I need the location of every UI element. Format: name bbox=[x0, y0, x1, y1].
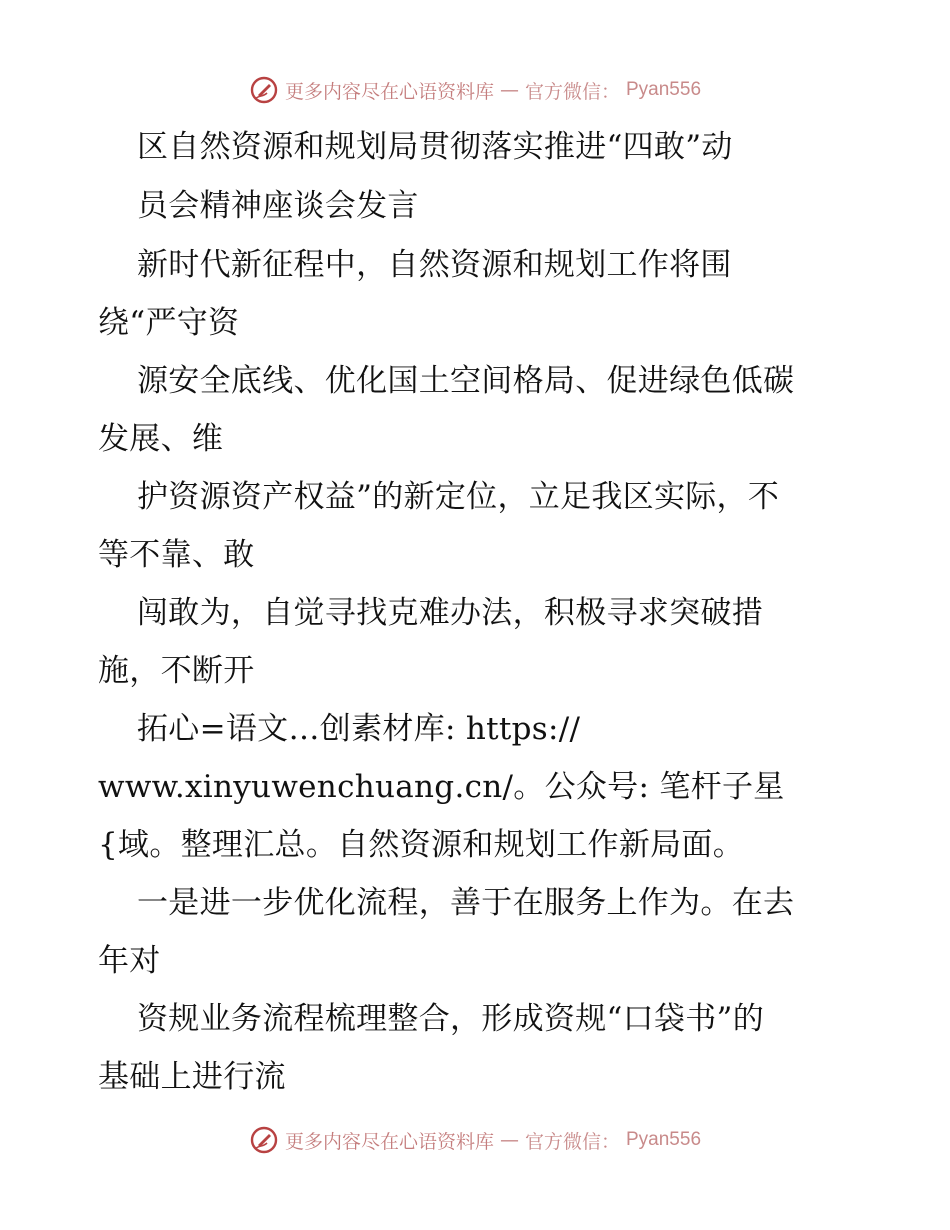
watermark-brand-text: 更多内容尽在心语资料库 bbox=[284, 1130, 494, 1153]
watermark-label: 官方微信： bbox=[524, 80, 620, 103]
body-line: 源安全底线、优化国土空间格局、促进绿色低碳 bbox=[137, 363, 795, 399]
body-line: 基础上进行流 bbox=[98, 1059, 286, 1095]
watermark-dash: — bbox=[499, 1129, 519, 1151]
body-line: 绕“严守资 bbox=[98, 305, 240, 341]
body-line: 新时代新征程中，自然资源和规划工作将围 bbox=[137, 247, 732, 283]
brand-logo-icon bbox=[249, 75, 279, 105]
document-title-line-2: 员会精神座谈会发言 bbox=[137, 188, 419, 224]
body-line: {域。整理汇总。自然资源和规划工作新局面。 bbox=[98, 827, 745, 863]
body-line: 闯敢为，自觉寻找克难办法，积极寻求突破措 bbox=[137, 595, 763, 631]
watermark-brand-text: 更多内容尽在心语资料库 bbox=[284, 80, 494, 103]
watermark-wechat-id: Pyan556 bbox=[626, 1129, 702, 1150]
document-title-line-1: 区自然资源和规划局贯彻落实推进“四敢”动 bbox=[137, 129, 733, 165]
body-line: 等不靠、敢 bbox=[98, 537, 255, 573]
brand-logo-icon bbox=[249, 1125, 279, 1155]
body-line: 年对 bbox=[98, 943, 161, 979]
body-line: 护资源资产权益”的新定位，立足我区实际，不 bbox=[137, 479, 780, 515]
body-line: www.xinyuwenchuang.cn/。公众号: 笔杆子星 bbox=[98, 769, 785, 805]
body-line: 一是进一步优化流程，善于在服务上作为。在去 bbox=[137, 885, 795, 921]
body-line: 拓心=语文…创素材库: https:// bbox=[137, 711, 581, 747]
body-line: 发展、维 bbox=[98, 421, 224, 457]
header-watermark bbox=[0, 70, 950, 110]
body-line: 资规业务流程梳理整合，形成资规“口袋书”的 bbox=[137, 1001, 764, 1037]
watermark-dash: — bbox=[499, 79, 519, 101]
body-line: 施，不断开 bbox=[98, 653, 255, 689]
watermark-wechat-id: Pyan556 bbox=[626, 79, 702, 100]
footer-watermark bbox=[0, 1120, 950, 1160]
watermark-label: 官方微信： bbox=[524, 1130, 620, 1153]
